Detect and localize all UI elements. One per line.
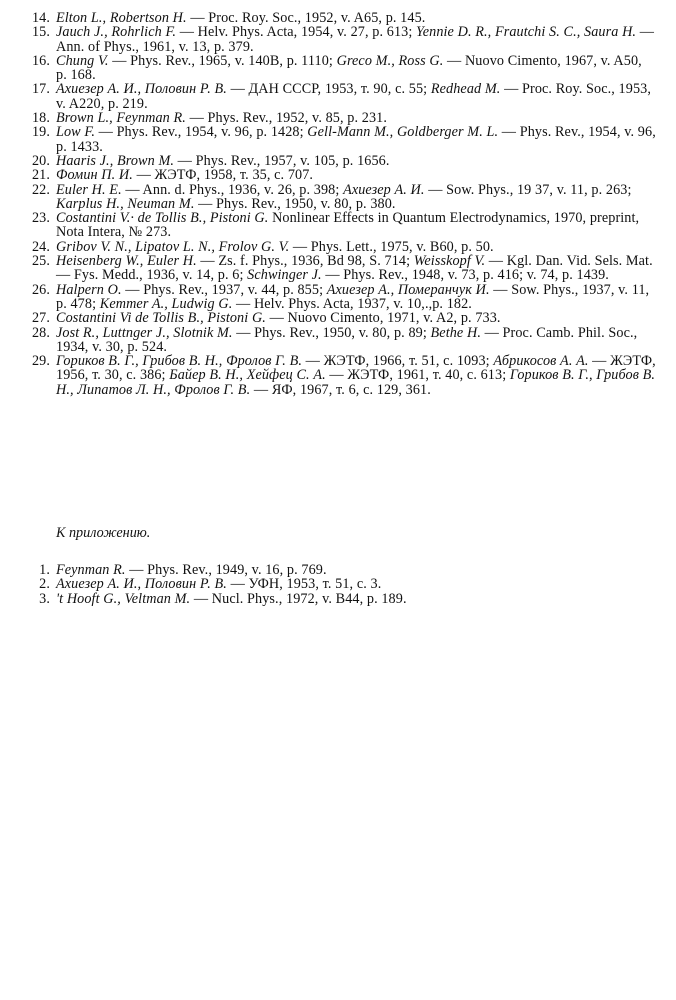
reference-authors: Байер В. Н., Хейфец С. А. xyxy=(169,367,326,384)
reference-authors: Euler H. E. xyxy=(56,181,122,198)
reference-citation: — Zs. f. Phys., 1936, Bd 98, S. 714; xyxy=(196,253,414,270)
reference-text xyxy=(56,82,656,111)
reference-citation: — Phys. Rev., 1950, v. 80, p. 89; xyxy=(232,324,431,341)
reference-authors: Bethe H. xyxy=(430,324,481,341)
reference-authors: Greco M., Ross G. xyxy=(336,52,444,69)
reference-citation: — Helv. Phys. Acta, 1954, v. 27, p. 613; xyxy=(176,24,417,41)
reference-text xyxy=(56,168,656,182)
reference-number: 22. xyxy=(31,181,50,198)
reference-citation: — Phys. Rev., 1950, v. 80, p. 380. xyxy=(194,195,396,212)
reference-number: 24. xyxy=(31,238,50,255)
reference-citation: — ДАН СССР, 1953, т. 90, с. 55; xyxy=(226,81,431,98)
reference-citation: — Proc. Roy. Soc., 1952, v. A65, p. 145. xyxy=(186,10,426,26)
reference-text xyxy=(56,592,656,606)
reference-item xyxy=(30,154,656,168)
reference-authors: 't Hooft G., Veltman M. xyxy=(56,590,191,607)
reference-text xyxy=(56,283,656,312)
reference-citation: — Sow. Phys., 1937, v. 11, p. 478; xyxy=(56,281,650,312)
reference-item xyxy=(30,168,656,182)
reference-number: 25. xyxy=(31,253,50,270)
reference-authors: Karplus H., Neuman M. xyxy=(56,195,195,212)
reference-number: 16. xyxy=(31,52,50,69)
reference-authors: Halpern O. xyxy=(56,281,122,298)
reference-item xyxy=(30,183,656,212)
reference-item xyxy=(30,563,656,577)
reference-citation: — Helv. Phys. Acta, 1937, v. 10,.,p. 182. xyxy=(232,295,472,312)
reference-number: 1. xyxy=(39,562,50,578)
reference-authors: Brown L., Feynman R. xyxy=(56,110,186,127)
reference-citation: — Nuovo Cimento, 1971, v. A2, p. 733. xyxy=(265,310,501,327)
reference-authors: Gribov V. N., Lipatov L. N., Frolov G. V. xyxy=(56,238,290,255)
reference-authors: Schwinger J. xyxy=(247,267,322,284)
reference-number: 14. xyxy=(31,10,50,26)
reference-authors: Redhead M. xyxy=(430,81,501,98)
reference-text xyxy=(56,577,656,591)
reference-text xyxy=(56,125,656,154)
reference-item xyxy=(30,111,656,125)
reference-citation: — Sow. Phys., 19 37, v. 11, p. 263; xyxy=(424,181,632,198)
reference-authors: Elton L., Robertson H. xyxy=(56,10,187,26)
appendix-heading: К приложению. xyxy=(56,525,151,541)
reference-item xyxy=(30,326,656,355)
reference-citation: — Phys. Rev., 1965, v. 140B, p. 1110; xyxy=(108,52,337,69)
reference-item xyxy=(30,54,656,83)
reference-text xyxy=(56,311,656,325)
reference-citation: Nonlinear Effects in Quantum Electrodynamics, 1970, preprint, Nota Intera, № 273. xyxy=(56,210,640,241)
reference-number: 20. xyxy=(31,152,50,169)
reference-citation: — ЖЭТФ, 1966, т. 51, с. 1093; xyxy=(301,353,494,370)
reference-number: 17. xyxy=(31,81,50,98)
reference-citation: — Phys. Rev., 1952, v. 85, p. 231. xyxy=(185,110,388,127)
reference-citation: — ЖЭТФ, 1956, т. 30, с. 386; xyxy=(56,353,656,384)
reference-item xyxy=(30,577,656,591)
reference-citation: — Phys. Rev., 1957, v. 105, p. 1656. xyxy=(174,152,390,169)
reference-number: 26. xyxy=(31,281,50,298)
reference-authors: Feynman R. xyxy=(56,562,126,578)
reference-citation: — УФН, 1953, т. 51, с. 3. xyxy=(226,576,382,593)
reference-number: 23. xyxy=(31,210,50,227)
reference-citation: — Phys. Rev., 1954, v. 96, p. 1428; xyxy=(94,124,308,141)
reference-authors: Абрикосов А. А. xyxy=(493,353,589,370)
reference-text xyxy=(56,11,656,25)
reference-text xyxy=(56,154,656,168)
reference-authors: Фомин П. И. xyxy=(56,167,133,184)
reference-number: 3. xyxy=(39,590,50,607)
reference-authors: Гориков В. Г., Грибов В. Н., Фролов Г. В. xyxy=(56,353,302,370)
reference-citation: — Phys. Rev., 1948, v. 73, p. 416; v. 74, p. 1439. xyxy=(321,267,609,284)
reference-authors: Ахиезер А. И., Половин Р. В. xyxy=(56,576,227,593)
reference-item xyxy=(30,211,656,240)
reference-number: 21. xyxy=(31,167,50,184)
reference-citation: — Kgl. Dan. Vid. Sels. Mat. — Fys. Medd., 1936, v. 14, p. 6; xyxy=(56,253,653,284)
reference-citation: — Nucl. Phys., 1972, v. B44, p. 189. xyxy=(190,590,407,607)
reference-text xyxy=(56,54,656,83)
reference-number: 29. xyxy=(31,353,50,370)
reference-authors: Jauch J., Rohrlich F. xyxy=(56,24,177,41)
reference-authors: Weisskopf V. xyxy=(413,253,486,270)
reference-citation: — ЯФ, 1967, т. 6, с. 129, 361. xyxy=(250,381,431,398)
reference-item xyxy=(30,354,656,397)
reference-authors: Costantini Vi de Tollis B., Pistoni G. xyxy=(56,310,266,327)
reference-text xyxy=(56,25,656,54)
reference-text xyxy=(56,211,656,240)
reference-authors: Gell-Mann M., Goldberger M. L. xyxy=(307,124,499,141)
reference-item xyxy=(30,82,656,111)
reference-citation: — Ann. of Phys., 1961, v. 13, p. 379. xyxy=(56,24,655,55)
reference-list xyxy=(30,11,656,397)
reference-authors: Jost R., Luttnger J., Slotnik M. xyxy=(56,324,233,341)
reference-item xyxy=(30,240,656,254)
reference-item xyxy=(30,283,656,312)
reference-page xyxy=(30,10,656,607)
reference-text xyxy=(56,254,656,283)
reference-citation: — Nuovo Cimento, 1967, v. A50, p. 168. xyxy=(56,52,642,84)
reference-number: 15. xyxy=(31,24,50,41)
reference-text xyxy=(56,240,656,254)
reference-citation: — Ann. d. Phys., 1936, v. 26, p. 398; xyxy=(121,181,344,198)
reference-number: 18. xyxy=(31,110,50,127)
reference-item xyxy=(30,254,656,283)
reference-item xyxy=(30,25,656,54)
reference-authors: Haaris J., Brown M. xyxy=(56,152,175,169)
reference-text xyxy=(56,111,656,125)
reference-citation: — Proc. Camb. Phil. Soc., 1934, v. 30, p. 524. xyxy=(56,324,638,355)
reference-citation: — Phys. Rev., 1949, v. 16, p. 769. xyxy=(125,562,327,578)
reference-authors: Yennie D. R., Frautchi S. C., Saura H. xyxy=(416,24,637,41)
reference-citation: — Proc. Roy. Soc., 1953, v. A220, p. 219. xyxy=(56,81,651,112)
reference-authors: Low F. xyxy=(56,124,95,141)
reference-citation: — Phys. Rev., 1954, v. 96, p. 1433. xyxy=(56,124,656,155)
reference-citation: — ЖЭТФ, 1958, т. 35, с. 707. xyxy=(132,167,314,184)
reference-text xyxy=(56,326,656,355)
reference-item xyxy=(30,311,656,325)
reference-authors: Ахиезер А. И. xyxy=(343,181,425,198)
reference-citation: — Phys. Rev., 1937, v. 44, p. 855; xyxy=(121,281,327,298)
appendix-reference-list xyxy=(30,563,656,606)
reference-authors: Ахиезер А., Померанчук И. xyxy=(326,281,490,298)
reference-number: 19. xyxy=(31,124,50,141)
reference-authors: Kemmer A., Ludwig G. xyxy=(99,295,233,312)
reference-number: 2. xyxy=(39,576,50,593)
reference-number: 27. xyxy=(31,310,50,327)
reference-item xyxy=(30,11,656,25)
reference-item xyxy=(30,125,656,154)
reference-number: 28. xyxy=(31,324,50,341)
reference-authors: Гориков В. Г., Грибов В. Н., Липатов Л. Н., Фролов Г. В. xyxy=(56,367,656,398)
reference-text xyxy=(56,563,656,577)
reference-text xyxy=(56,354,656,397)
reference-authors: Ахиезер А. И., Половин Р. В. xyxy=(56,81,227,98)
reference-authors: Heisenberg W., Euler H. xyxy=(56,253,197,270)
reference-authors: Chung V. xyxy=(56,52,109,69)
reference-item xyxy=(30,592,656,606)
reference-citation: — ЖЭТФ, 1961, т. 40, с. 613; xyxy=(325,367,510,384)
reference-authors: Costantini V.· de Tollis B., Pistoni G. xyxy=(56,210,269,227)
reference-citation: — Phys. Lett., 1975, v. B60, p. 50. xyxy=(289,238,494,255)
reference-text xyxy=(56,183,656,212)
